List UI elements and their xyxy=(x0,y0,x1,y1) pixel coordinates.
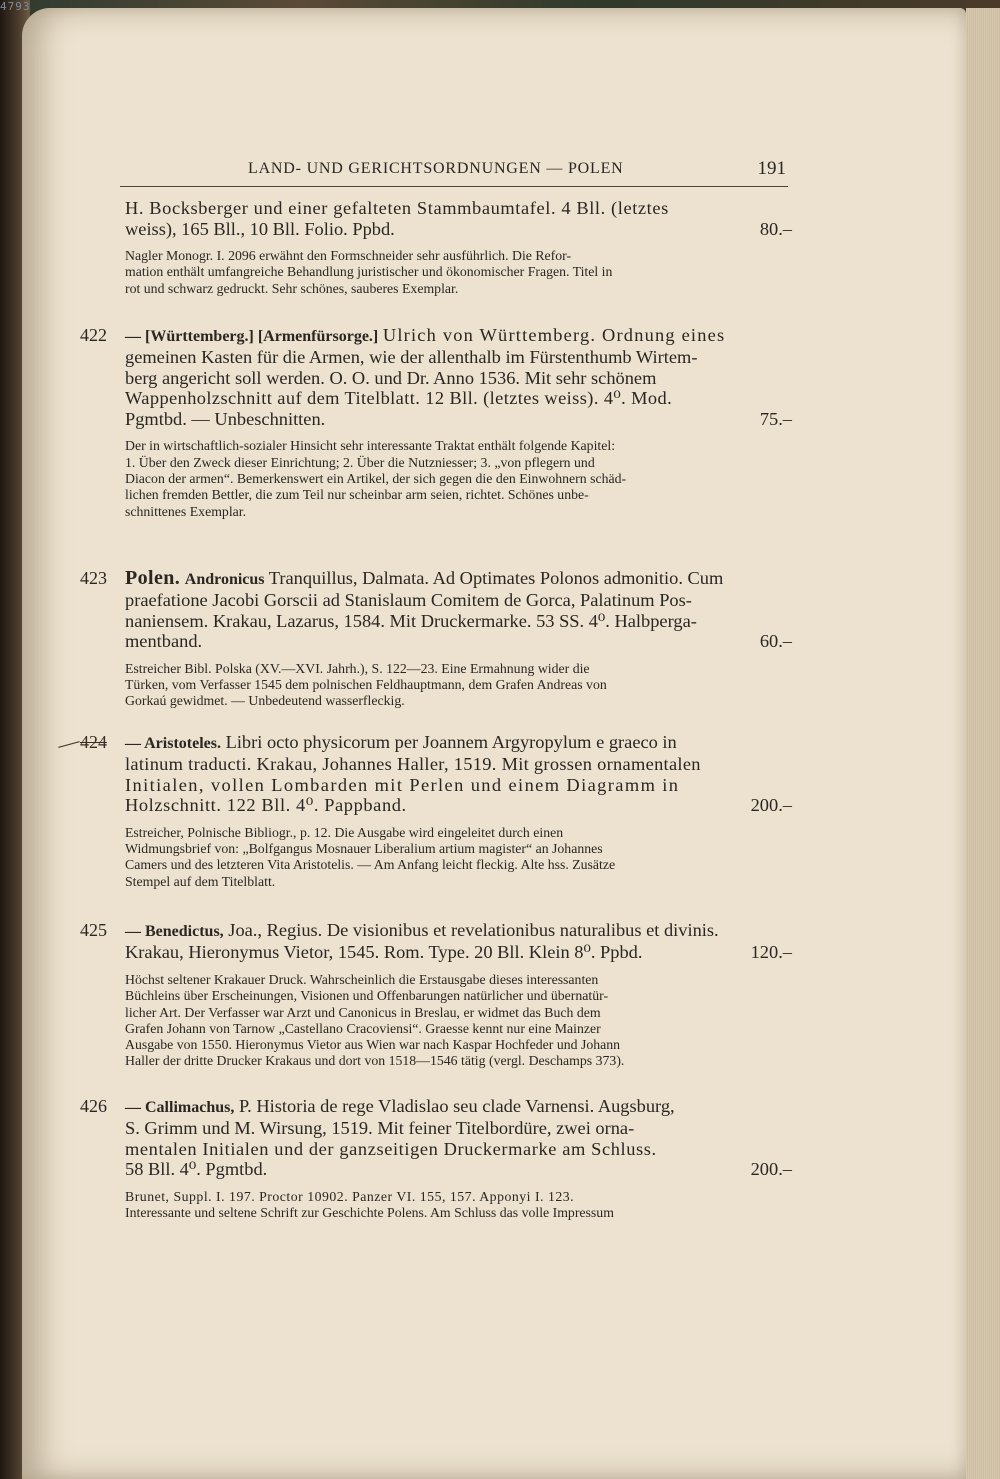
entry-note xyxy=(125,825,792,890)
entry-price: 60.– xyxy=(759,631,792,652)
entry-line: Tranquillus, Dalmata. Ad Optimates Polonos admonitio. Cum xyxy=(268,567,724,588)
entry-heading: — Aristoteles. xyxy=(125,734,221,752)
entry-number: 425 xyxy=(80,919,107,940)
page-number: 191 xyxy=(757,158,786,179)
entry-number: 424 xyxy=(80,731,107,752)
header-title: LAND- UND GERICHTSORDNUNGEN — POLEN xyxy=(248,160,624,177)
entry-line: praefatione Jacobi Gorscii ad Stanislaum Comitem de Gorca, Palatinum Pos- xyxy=(125,590,692,611)
entry-text xyxy=(125,1096,792,1180)
entry-line: latinum traducti. Krakau, Johannes Haller, 1519. Mit grossen ornamentalen xyxy=(125,754,701,775)
catalog-entry xyxy=(80,920,792,1070)
entry-number: 423 xyxy=(80,567,107,588)
entry-line: P. Historia de rege Vladislao seu clade Varnensi. Augsburg, xyxy=(238,1095,675,1116)
entry-line: 58 Bll. 4⁰. Pgmtbd. xyxy=(125,1159,268,1180)
note-line: Gorkaú gewidmet. — Unbedeutend wasserfleckig. xyxy=(125,693,405,709)
note-line: Grafen Johann von Tarnow „Castellano Cracoviensi“. Graesse kennt nur eine Mainzer xyxy=(125,1020,601,1036)
entry-line: Libri octo physicorum per Joannem Argyropylum e graeco in xyxy=(225,731,677,752)
entry-line: berg angericht soll werden. O. O. und Dr. Anno 1536. Mit sehr schönem xyxy=(125,367,657,388)
entry-text xyxy=(125,325,792,430)
entry-line: Krakau, Hieronymus Vietor, 1545. Rom. Type. 20 Bll. Klein 8⁰. Ppbd. xyxy=(125,942,643,963)
note-line: Stempel auf dem Titelblatt. xyxy=(125,873,276,889)
catalog-entry xyxy=(80,325,792,520)
entry-number: 426 xyxy=(80,1095,107,1116)
entry-price: 75.– xyxy=(759,408,792,429)
running-header xyxy=(120,160,788,187)
entry-text xyxy=(125,920,792,963)
entry-heading: — Benedictus, xyxy=(125,922,224,940)
note-line: lichen fremden Bettler, die zum Teil nur scheinbar arm seien, richtet. Schönes unbe- xyxy=(125,487,589,503)
entry-price: 80.– xyxy=(759,218,792,239)
entry-heading: — Callimachus, xyxy=(125,1098,235,1116)
entry-line: Pgmtbd. — Unbeschnitten. xyxy=(125,408,326,429)
entry-note xyxy=(125,248,792,297)
note-line: mation enthält umfangreiche Behandlung juristischer und ökonomischer Fragen. Titel in xyxy=(125,264,613,280)
entry-price: 200.– xyxy=(750,795,792,816)
note-line: Camers und des letzteren Vita Aristotelis. — Am Anfang leicht fleckig. Alte hss. Zusätze xyxy=(125,857,616,873)
catalog-entry xyxy=(80,198,792,297)
entry-line: weiss), 165 Bll., 10 Bll. Folio. Ppbd. xyxy=(125,218,395,239)
library-stamp: 4793 xyxy=(0,0,31,13)
catalog-entry xyxy=(80,1096,792,1222)
note-line: rot und schwarz gedruckt. Sehr schönes, sauberes Exemplar. xyxy=(125,280,459,296)
note-line: licher Art. Der Verfasser war Arzt und Canonicus in Breslau, er widmet das Buch dem xyxy=(125,1004,601,1020)
catalog-entry xyxy=(80,568,792,710)
catalog-entry xyxy=(80,732,792,890)
note-line: Nagler Monogr. I. 2096 erwähnt den Formschneider sehr ausführlich. Die Refor- xyxy=(125,248,572,263)
entry-line: naniensem. Krakau, Lazarus, 1584. Mit Druckermarke. 53 SS. 4⁰. Halbperga- xyxy=(125,610,697,631)
entry-line: Initialen, vollen Lombarden mit Perlen und einem Diagramm in xyxy=(125,774,680,795)
catalog-content xyxy=(80,198,792,1221)
entry-line: gemeinen Kasten für die Armen, wie der allenthalb im Fürstenthumb Wirtem- xyxy=(125,347,698,368)
entry-note xyxy=(125,438,792,519)
entry-line: Wappenholzschnitt auf dem Titelblatt. 12 Bll. (letztes weiss). 4⁰. Mod. xyxy=(125,388,673,409)
note-line: Der in wirtschaftlich-sozialer Hinsicht sehr interessante Traktat enthält folgende Kapitel: xyxy=(125,438,616,454)
entry-number: 422 xyxy=(80,324,107,345)
note-line: Brunet, Suppl. I. 197. Proctor 10902. Panzer VI. 155, 157. Apponyi I. 123. xyxy=(125,1188,575,1204)
note-line: Ausgabe von 1550. Hieronymus Vietor aus Wien war nach Kaspar Hochfeder und Johann xyxy=(125,1037,621,1053)
entry-note xyxy=(125,1189,792,1222)
note-line: 1. Über den Zweck dieser Einrichtung; 2. Über die Nutzniesser; 3. „von pflegern und xyxy=(125,454,595,470)
note-line: Interessante und seltene Schrift zur Geschichte Polens. Am Schluss das volle Impressum xyxy=(125,1205,614,1221)
entry-line: mentband. xyxy=(125,631,203,652)
entry-text xyxy=(125,198,792,239)
page-edges xyxy=(966,8,1000,1479)
entry-price: 120.– xyxy=(750,942,792,963)
entry-price: 200.– xyxy=(750,1159,792,1180)
entry-text xyxy=(125,732,792,816)
entry-line: Joa., Regius. De visionibus et revelationibus naturalibus et divinis. xyxy=(228,919,719,940)
entry-line: Holzschnitt. 122 Bll. 4⁰. Pappband. xyxy=(125,795,407,816)
entry-heading: Polen. xyxy=(125,566,181,589)
entry-line: S. Grimm und M. Wirsung, 1519. Mit feiner Titelbordüre, zwei orna- xyxy=(125,1118,635,1139)
note-line: Haller der dritte Drucker Krakaus und dort von 1518—1546 tätig (vergl. Deschamps 373). xyxy=(125,1053,625,1069)
note-line: Büchleins über Erscheinungen, Visionen und Offenbarungen natürlicher und übernatür- xyxy=(125,988,609,1004)
note-line: Diacon der armen“. Bemerkenswert ein Artikel, der sich gegen die den Einwohnern schäd- xyxy=(125,470,627,486)
entry-author: Andronicus xyxy=(184,570,265,588)
entry-heading: — [Württemberg.] [Armenfürsorge.] xyxy=(125,327,379,345)
entry-line: Ulrich von Württemberg. Ordnung eines xyxy=(382,324,726,345)
entry-note xyxy=(125,972,792,1070)
entry-text xyxy=(125,568,792,652)
note-line: Widmungsbrief von: „Bolfgangus Mosnauer Liberalium artium magister“ an Johannes xyxy=(125,841,603,857)
note-line: Höchst seltener Krakauer Druck. Wahrscheinlich die Erstausgabe dieses interessanten xyxy=(125,971,599,987)
entry-line: mentalen Initialen und der ganzseitigen Druckermarke am Schluss. xyxy=(125,1138,657,1159)
entry-note xyxy=(125,661,792,710)
note-line: Türken, vom Verfasser 1545 dem polnischen Feldhauptmann, dem Grafen Andreas von xyxy=(125,677,607,693)
note-line: Estreicher, Polnische Bibliogr., p. 12. Die Ausgabe wird eingeleitet durch einen xyxy=(125,824,564,840)
entry-line: H. Bocksberger und einer gefalteten Stammbaumtafel. 4 Bll. (letztes xyxy=(125,198,669,218)
note-line: Estreicher Bibl. Polska (XV.—XVI. Jahrh.), S. 122—23. Eine Ermahnung wider die xyxy=(125,660,590,676)
note-line: schnittenes Exemplar. xyxy=(125,503,247,519)
